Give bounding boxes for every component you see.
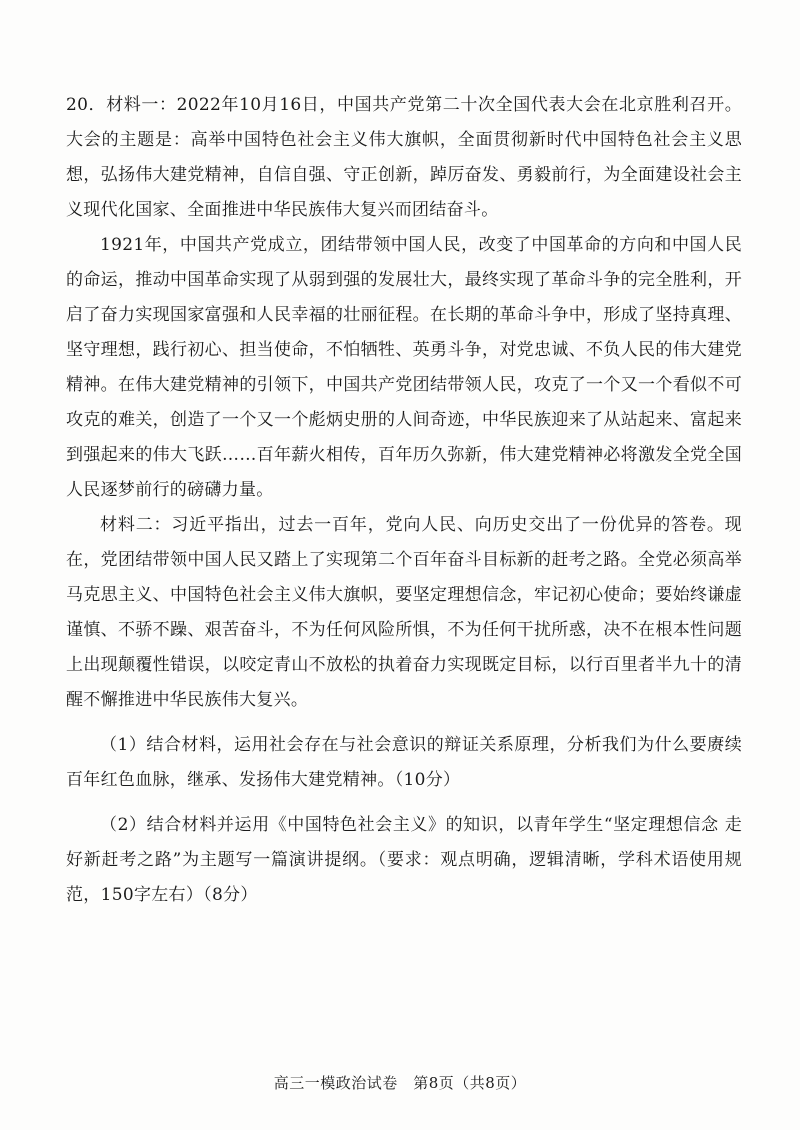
material-1-intro — [66, 88, 742, 228]
sub-question-2: （2）结合材料并运用《中国特色社会主义》的知识，以青年学生“坚定理想信念 走好新赶考之路”为主题写一篇演讲提纲。（要求：观点明确，逻辑清晰，学科术语使用规范，150字左右）（8分） — [66, 815, 742, 905]
question-20 — [66, 88, 742, 913]
page-footer: 高三一模政治试卷 第8页（共8页） — [273, 1074, 527, 1092]
material-1-text: 材料一：2022年10月16日，中国共产党第二十次全国代表大会在北京胜利召开。大会的主题是：高举中国特色社会主义伟大旗帜，全面贯彻新时代中国特色社会主义思想，弘扬伟大建党精神，自信自强、守正创新，踔厉奋发、勇毅前行，为全面建设社会主义现代化国家、全面推进中华民族伟大复兴而团结奋斗。 — [66, 95, 742, 220]
material-1-body: 1921年，中国共产党成立，团结带领中国人民，改变了中国革命的方向和中国人民的命运，推动中国革命实现了从弱到强的发展壮大，最终实现了革命斗争的完全胜利，开启了奋力实现国家富强和人民幸福的壮丽征程。在长期的革命斗争中，形成了坚持真理、坚守理想，践行初心、担当使命，不怕牺牲、英勇斗争，对党忠诚、不负人民的伟大建党精神。在伟大建党精神的引领下，中国共产党团结带领人民，攻克了一个又一个看似不可攻克的难关，创造了一个又一个彪炳史册的人间奇迹，中华民族迎来了从站起来、富起来到强起来的伟大飞跃……百年薪火相传，百年历久弥新，伟大建党精神必将激发全党全国人民逐梦前行的磅礴力量。 — [66, 235, 742, 500]
material-2: 材料二：习近平指出，过去一百年，党向人民、向历史交出了一份优异的答卷。现在，党团结带领中国人民又踏上了实现第二个百年奋斗目标新的赶考之路。全党必须高举马克思主义、中国特色社会主义伟大旗帜，要坚定理想信念，牢记初心使命；要始终谦虚谨慎、不骄不躁、艰苦奋斗，不为任何风险所惧，不为任何干扰所惑，决不在根本性问题上出现颠覆性错误，以咬定青山不放松的执着奋力实现既定目标，以行百里者半九十的清醒不懈推进中华民族伟大复兴。 — [66, 515, 742, 710]
question-number: 20． — [66, 95, 107, 115]
sub-question-1: （1）结合材料，运用社会存在与社会意识的辩证关系原理，分析我们为什么要赓续百年红色血脉，继承、发扬伟大建党精神。（10分） — [66, 735, 742, 790]
